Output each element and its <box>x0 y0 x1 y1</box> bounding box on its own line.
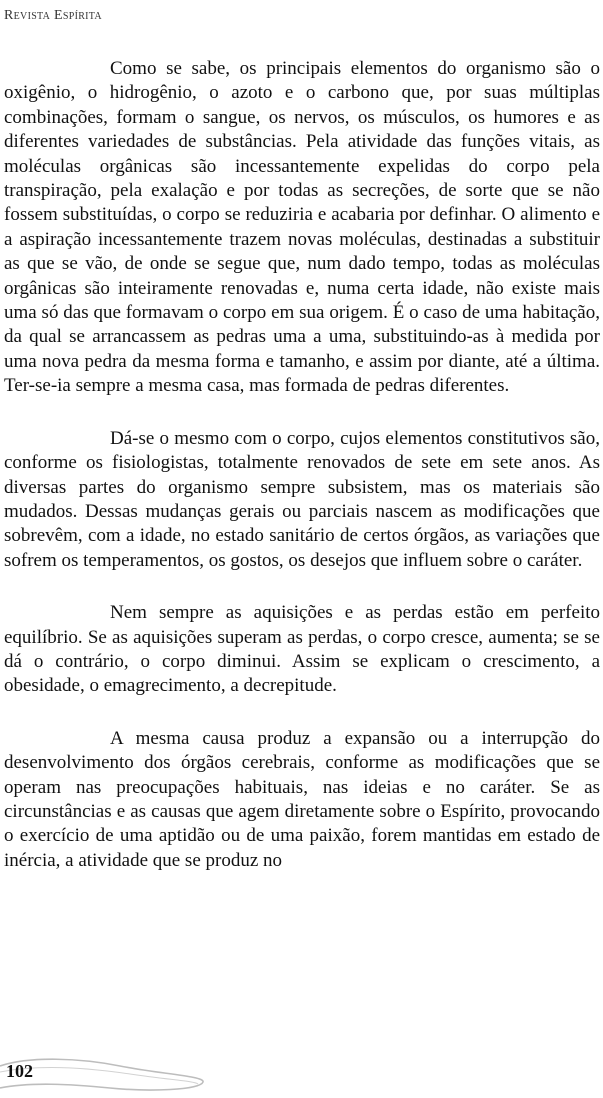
paragraph: Nem sempre as aquisições e as perdas estão em perfeito equilíbrio. Se as aquisições superam as perdas, o corpo cresce, aumenta; se se dá o contrário, o corpo diminui. Assim se explicam o crescimento, a obesidade, o emagrecimento, a decrepitude. <box>4 602 600 697</box>
paragraph: A mesma causa produz a expansão ou a interrupção do desenvolvimento dos órgãos cerebrais, conforme as modificações que se operam nas preocupações habituais, nas ideias e no caráter. Se as circunstâncias e as causas que agem diretamente sobre o Espírito, provocando o exercício de uma aptidão ou de uma paixão, forem mantidas em estado de inércia, a atividade que se produz no <box>4 727 600 871</box>
running-header: Revista Espírita <box>4 8 102 23</box>
paragraph: Dá-se o mesmo com o corpo, cujos elementos constitutivos são, conforme os fisiologistas, totalmente renovados de sete em sete anos. As diversas partes do organismo sempre subsistem, mas os materiais são mudados. Dessas mudanças gerais ou parciais nascem as modificações que sobrevêm, com a idade, no estado sanitário de certos órgãos, as variações que sofrem os temperamentos, os gostos, os desejos que influem sobre o caráter. <box>4 427 600 571</box>
body-text <box>4 57 600 901</box>
page-number: 102 <box>6 1061 33 1081</box>
paragraph: Como se sabe, os principais elementos do organismo são o oxigênio, o hidrogênio, o azoto e o carbono que, por suas múltiplas combinações, formam o sangue, os nervos, os músculos, os humores e as diferentes variedades de substâncias. Pela atividade das funções vitais, as moléculas orgânicas são incessantemente expelidas do corpo pela transpiração, pela exalação e por todas as secreções, de sorte que se não fossem substituídas, o corpo se reduziria e acabaria por definhar. O alimento e a aspiração incessantemente trazem novas moléculas, destinadas a substituir as que se vão, de onde se segue que, num dado tempo, todas as moléculas orgânicas são inteiramente renovadas e, numa certa idade, não existe mais uma só das que formavam o corpo em sua origem. É o caso de uma habitação, da qual se arrancassem as pedras uma a uma, substituindo-as à medida por uma nova pedra da mesma forma e tamanho, e assim por diante, até a última. Ter-se-ia sempre a mesma casa, mas formada de pedras diferentes. <box>4 58 600 397</box>
footer-swoosh-ornament <box>0 1048 220 1098</box>
